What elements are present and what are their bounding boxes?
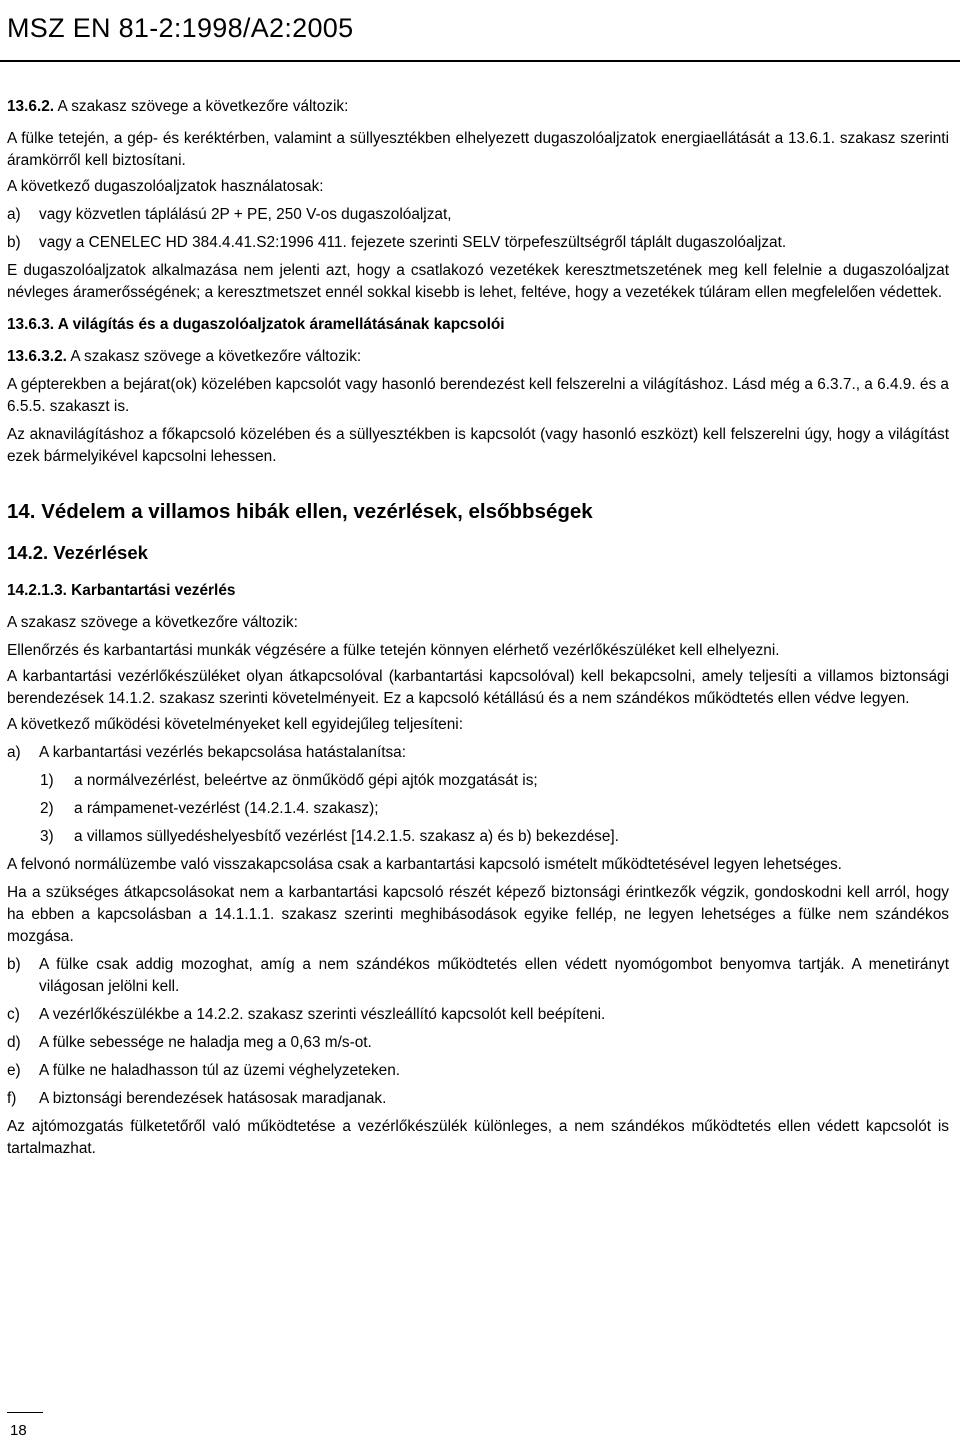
paragraph: Az ajtómozgatás fülketetőről való működtetése a vezérlőkészülék különleges, a nem szándékos működtetés ellen védett kapcsolót is tartalmazhat. xyxy=(7,1118,949,1157)
list-text: A fülke csak addig mozoghat, amíg a nem szándékos működtetés ellen védett nyomógombot benyomva tartják. A menetirányt világosan jelölni kell. xyxy=(39,956,949,995)
list-text: A biztonsági berendezések hatásosak maradjanak. xyxy=(39,1090,387,1107)
list-item xyxy=(7,742,949,764)
list-label: b) xyxy=(7,956,21,973)
sub-list-item xyxy=(7,770,949,792)
list-label: a) xyxy=(7,206,21,223)
list-item xyxy=(7,954,949,998)
list-label: 1) xyxy=(40,772,54,789)
sub-list-item xyxy=(7,798,949,820)
section-heading-text: A szakasz szövege a következőre változik: xyxy=(66,348,362,365)
footer-divider xyxy=(7,1412,43,1413)
paragraph: A felvonó normálüzembe való visszakapcsolása csak a karbantartási kapcsoló ismételt működtetésével legyen lehetséges. xyxy=(7,856,842,873)
paragraph: Ha a szükséges átkapcsolásokat nem a karbantartási kapcsoló részét képező biztonsági érintkezők végzik, gondoskodni kell arról, hogy ha ebben a kapcsolásban a 14.1.1.1. szakasz szerinti meghibásodások egyike fellép, ne legyen lehetséges a fülke nem szándékos mozgása. xyxy=(7,884,949,945)
list-item xyxy=(7,1004,949,1026)
section-14-2-heading: 14.2. Vezérlések xyxy=(7,542,148,563)
paragraph: A szakasz szövege a következőre változik: xyxy=(7,614,298,631)
paragraph: A fülke tetején, a gép- és keréktérben, valamint a süllyesztékben elhelyezett dugaszolóaljzatok energiaellátását a 13.6.1. szakasz szerinti áramkörről kell biztosítani. xyxy=(7,130,949,169)
paragraph: E dugaszolóaljzatok alkalmazása nem jelenti azt, hogy a csatlakozó vezetékek keresztmetszetének meg kell felelnie a dugaszolóaljzat névleges áramerősségének; a keresztmetszet ennél sokkal kisebb is lehet, feltéve, hogy a vezetékek túláram ellen megfelelően védettek. xyxy=(7,262,949,301)
section-number: 13.6.2. xyxy=(7,98,55,115)
list-item xyxy=(7,1088,949,1110)
list-label: f) xyxy=(7,1090,17,1107)
list-label: 2) xyxy=(40,800,54,817)
header-divider xyxy=(0,60,960,62)
list-text: vagy közvetlen táplálású 2P + PE, 250 V-os dugaszolóaljzat, xyxy=(39,206,452,223)
section-13-6-3-2-heading xyxy=(7,346,949,368)
list-text: A karbantartási vezérlés bekapcsolása hatástalanítsa: xyxy=(39,744,407,761)
sub-list-item xyxy=(7,826,949,848)
section-heading-text: A szakasz szövege a következőre változik: xyxy=(54,98,349,115)
section-number: 13.6.3.2. xyxy=(7,348,67,365)
paragraph: Az aknavilágításhoz a főkapcsoló közelében és a süllyesztékben is kapcsolót (vagy hasonló eszközt) kell felszerelni úgy, hogy a világítást ezek bármelyikével kapcsolni lehessen. xyxy=(7,426,949,465)
standard-title: MSZ EN 81-2:1998/A2:2005 xyxy=(7,13,354,43)
list-item xyxy=(7,1060,949,1082)
list-item xyxy=(7,204,949,226)
list-text: a normálvezérlést, beleértve az önműködő gépi ajtók mozgatását is; xyxy=(74,772,538,789)
list-text: A fülke ne haladhasson túl az üzemi véghelyzeteken. xyxy=(39,1062,401,1079)
list-text: a rámpamenet-vezérlést (14.2.1.4. szakasz); xyxy=(74,800,379,817)
list-label: b) xyxy=(7,234,21,251)
list-item xyxy=(7,232,949,254)
section-13-6-2-heading xyxy=(7,96,949,118)
section-13-6-3-heading: 13.6.3. A világítás és a dugaszolóaljzatok áramellátásának kapcsolói xyxy=(7,316,505,333)
list-label: 3) xyxy=(40,828,54,845)
page-number: 18 xyxy=(10,1422,27,1439)
paragraph: A következő működési követelményeket kell egyidejűleg teljesíteni: xyxy=(7,716,463,733)
paragraph: A gépterekben a bejárat(ok) közelében kapcsolót vagy hasonló berendezést kell felszerelni a világításhoz. Lásd még a 6.3.7., a 6.4.9. és a 6.5.5. szakaszt is. xyxy=(7,376,949,415)
chapter-14-heading: 14. Védelem a villamos hibák ellen, vezérlések, elsőbbségek xyxy=(7,500,593,523)
paragraph: Ellenőrzés és karbantartási munkák végzésére a fülke tetején könnyen elérhető vezérlőkészüléket kell elhelyezni. xyxy=(7,642,780,659)
list-label: a) xyxy=(7,744,21,761)
list-label: d) xyxy=(7,1034,21,1051)
list-item xyxy=(7,1032,949,1054)
section-14-2-1-3-heading: 14.2.1.3. Karbantartási vezérlés xyxy=(7,582,236,599)
list-label: c) xyxy=(7,1006,20,1023)
paragraph: A következő dugaszolóaljzatok használatosak: xyxy=(7,178,324,195)
list-text: A fülke sebessége ne haladja meg a 0,63 m/s-ot. xyxy=(39,1034,372,1051)
document-body xyxy=(7,96,949,1160)
list-text: a villamos süllyedéshelyesbítő vezérlést [14.2.1.5. szakasz a) és b) bekezdése]. xyxy=(74,828,619,845)
page-header xyxy=(0,0,960,62)
list-text: vagy a CENELEC HD 384.4.41.S2:1996 411. fejezete szerinti SELV törpefeszültségről táplált dugaszolóaljzat. xyxy=(39,234,787,251)
paragraph: A karbantartási vezérlőkészüléket olyan átkapcsolóval (karbantartási kapcsolóval) kell bekapcsolni, amely teljesíti a villamos biztonsági berendezések 14.1.2. szakasz szerinti követelményeit. Ez a kapcsoló kétállású és a nem szándékos működtetés ellen védve legyen. xyxy=(7,668,949,707)
list-text: A vezérlőkészülékbe a 14.2.2. szakasz szerinti vészleállító kapcsolót kell beépíteni. xyxy=(39,1006,606,1023)
list-label: e) xyxy=(7,1062,21,1079)
